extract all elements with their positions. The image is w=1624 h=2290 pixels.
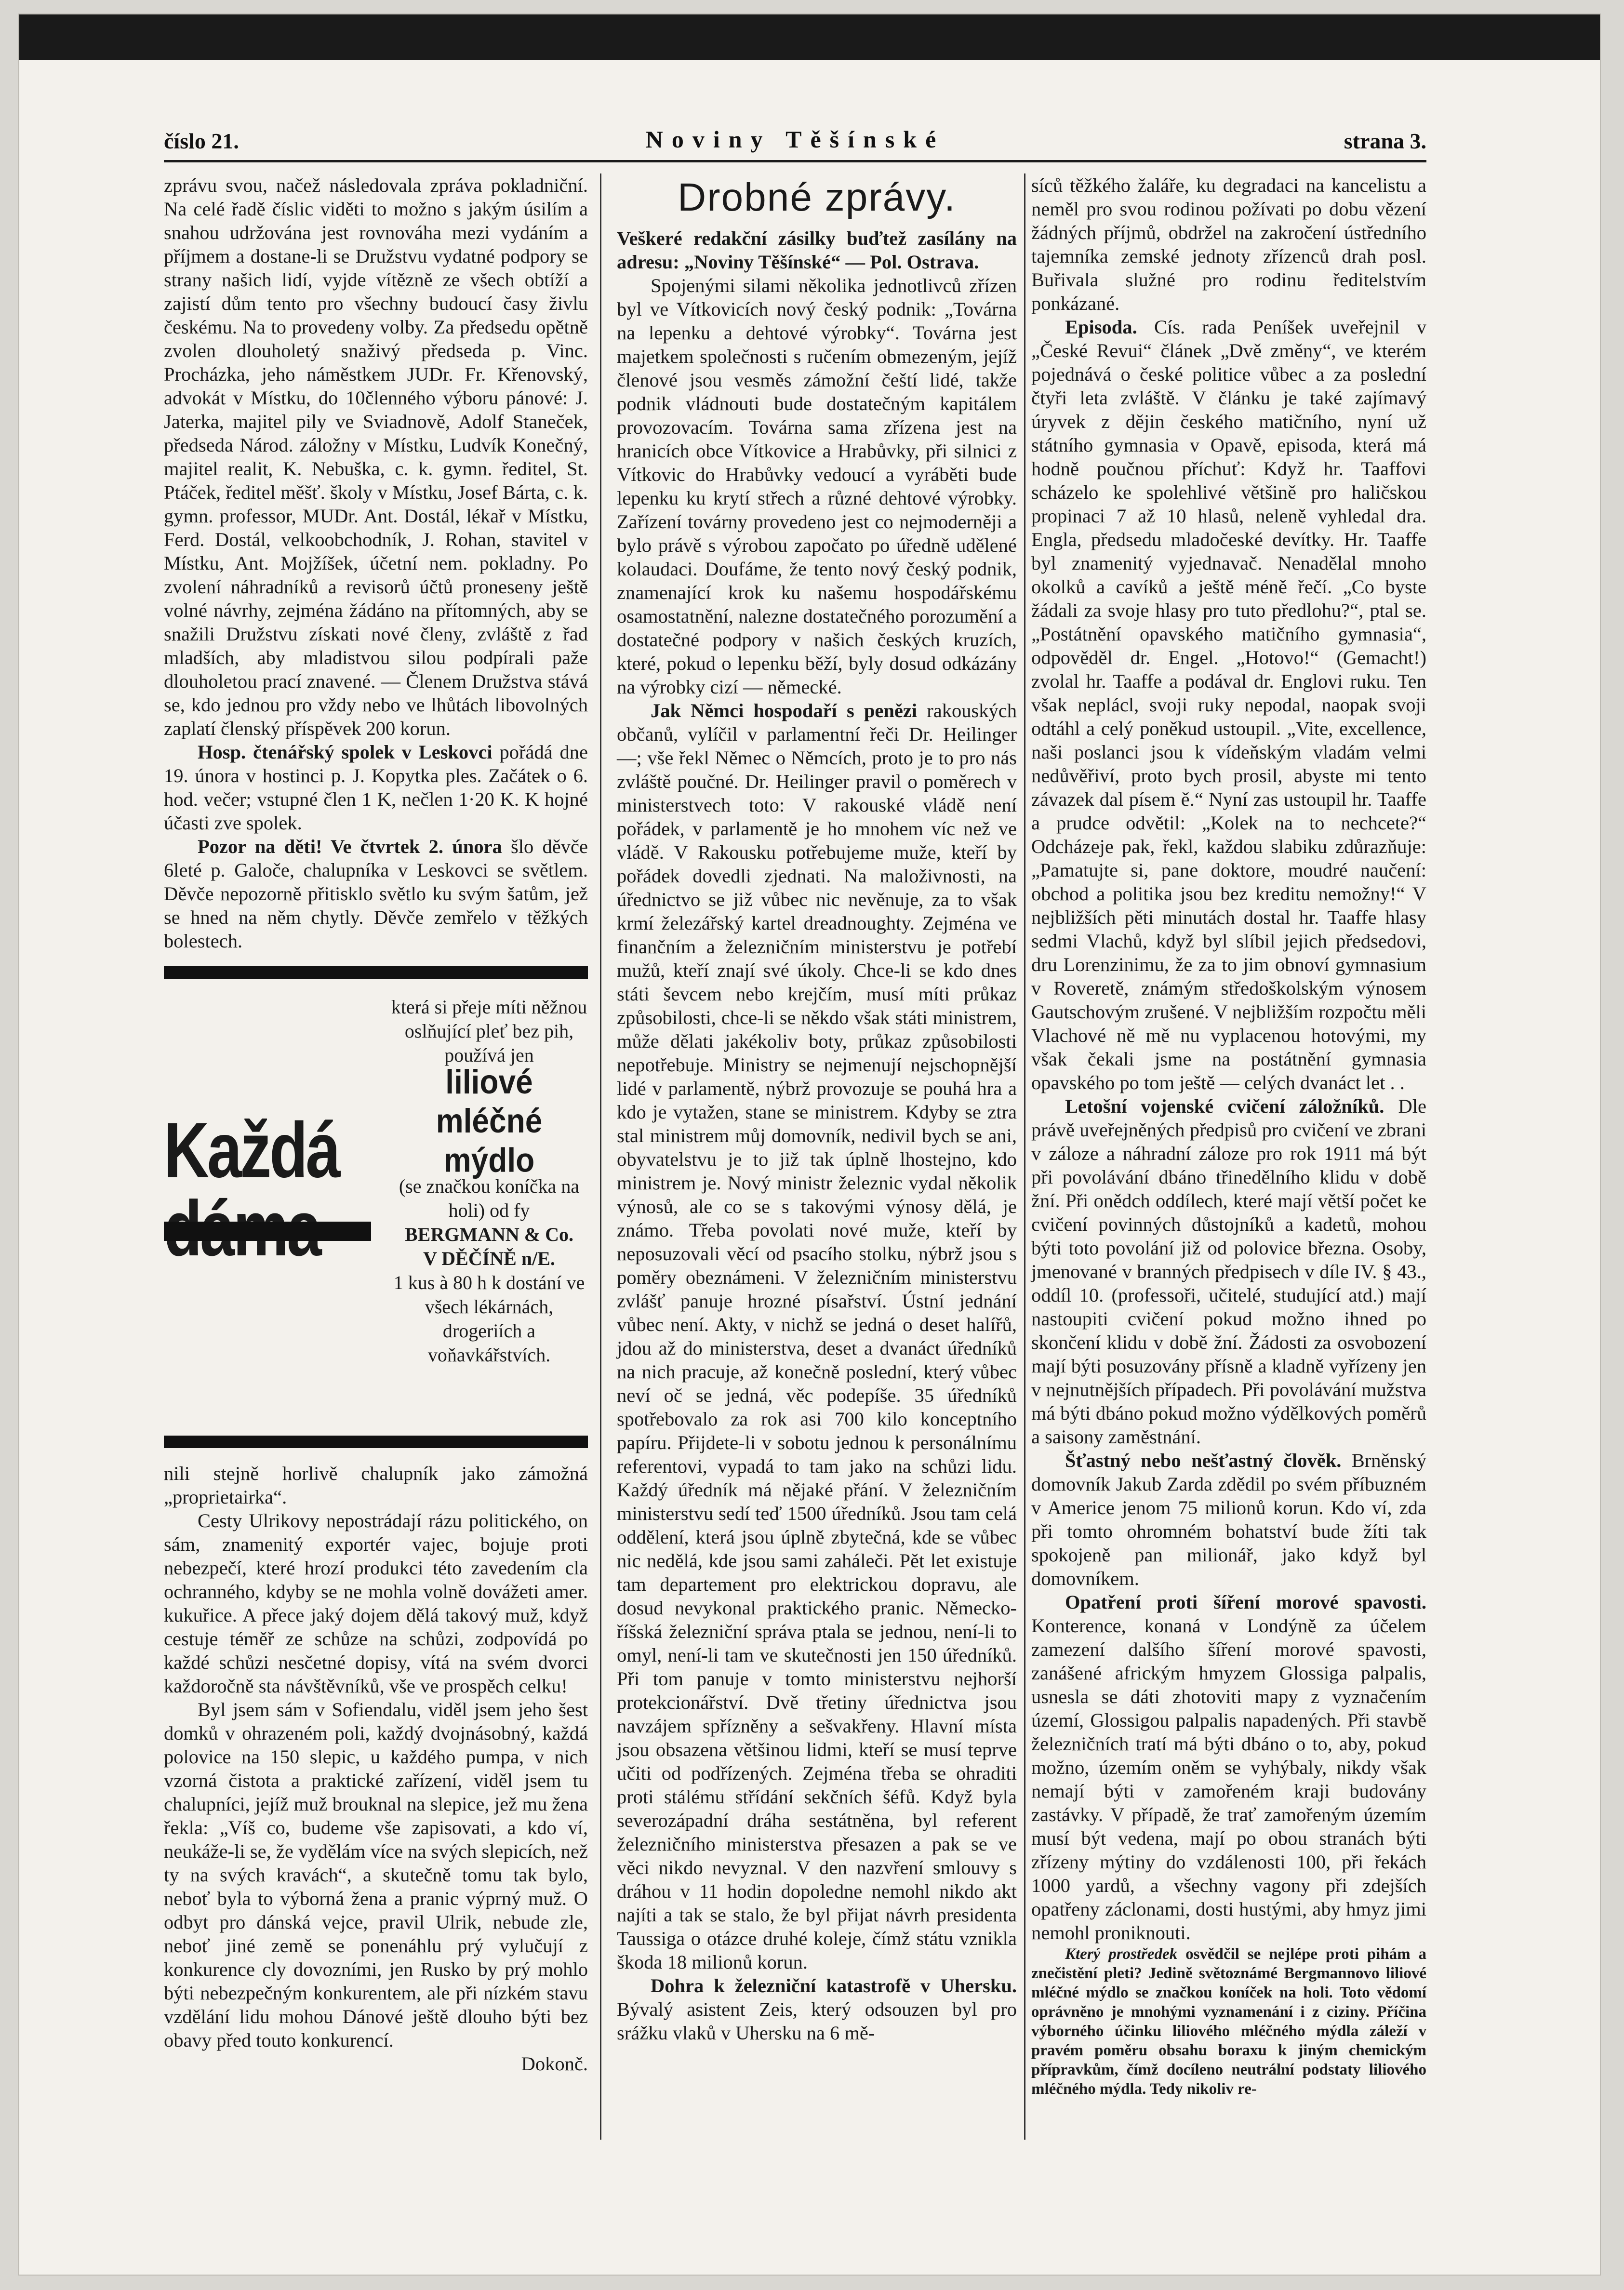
article-text: osvědčil se nejlépe proti pihám a znečistění pleti? Jedině světoznámé Bergmannovo liliové mléčné mýdlo se značkou koníček na holi. Toto vědomí oprávněno je mnohými vyznamenání i z ciziny. Příčina výborného účinku liliového mléčného mýdla záleží v pravém poměru obsahu boraxu k jiným chemickým přípravkům, čímž docíleno neutrální podstaty liliového mléčného mýdla. Tedy nikoliv re-	[1031, 1945, 1426, 2098]
article-paragraph	[1031, 1590, 1426, 1944]
editorial-notice: Veškeré redakční zásilky buďtež zasílány na adresu: „Noviny Těšínské“ — Pol. Ostrava.	[617, 227, 1017, 273]
article-paragraph	[617, 1974, 1017, 2045]
continuation-sign: Dokonč.	[521, 2053, 588, 2075]
article-heading: Opatření proti šíření morové spavosti.	[1065, 1591, 1426, 1613]
article-text: Dle právě uveřejněných předpisů pro cvičení ve zbrani v záloze a náhradní záloze pro rok 1911 má být při povolávání dbáno třinedělního klidu v době žní. Při onědch oddílech, které mají větší počet ke cvičení povinných důstojníků a kadetů, mohou býti toto povolání již od polovice března. Osoby, jmenované v branných předpisech v díle IV. § 43., oddíl 10. (professoři, učitelé, studující atd.) mají nastoupiti cvičení pokud možno ihned po skončení klidu v době žní. Žádosti za osvobození mají býti posuzovány přísně a kladně vyřízeny jen v nejnutnějších případech. Při povolávání mužstva má býti dbáno pokud možno výdělkových poměrů a saisony zaměstnání.	[1031, 1095, 1426, 1448]
ad-text	[390, 995, 588, 1367]
page-number: strana 3.	[1344, 129, 1426, 153]
article-paragraph: síců těžkého žaláře, ku degradaci na kancelistu a neměl pro svou rodinou požívati po dobu vězení žádných příjmů, obdržel na zakročení ústředního tajemníka zemské jednoty zřízenců drah posl. Buřivala služné pro rodinu ředitelstvím ponkázané.	[1031, 174, 1426, 314]
article-heading: Letošní vojenské cvičení záložníků.	[1065, 1095, 1384, 1117]
article-paragraph	[1031, 315, 1426, 1094]
advert-paragraph	[1031, 1944, 1426, 2099]
article-heading: Dohra k železniční katastrofě v Uhersku.	[651, 1975, 1017, 1997]
ad-line-2: (se značkou koníčka na holi) od fy	[399, 1175, 580, 1221]
article-paragraph: Spojenými silami několika jednotlivců zřízen byl ve Vítkovicích nový český podnik: „Továrna na lepenku a dehtové výrobky“. Továrna jest majetkem společnosti s ručením obmezeným, jejíž členové jsou vesměs zámožní čeští lidé, takže podnik vládnouti bude dostatečným kapitálem provozovacím. Továrna sama zřízena jest na hranicích obce Vítkovice a Hrabůvky, při silnici z Vítkovic do Hrabůvky vedoucí a vyráběti bude lepenku ku krytí střech a různé dehtové výrobky. Zařízení továrny provedeno jest co nejmoderněji a bylo právě s výrobou započato po úředně udělené kolaudaci. Doufáme, že tento nový český podnik, znamenající krok ku našemu hospodářskému osamostatnění, nalezne dostatečného porozumění a dostatečné podpory v našich českých kruzích, které, pokud o lepenku běží, byly dosud odkázány na výrobky cizí — německé.	[617, 275, 1017, 698]
article-paragraph	[1031, 1094, 1426, 1449]
ad-headline: Každá	[164, 1106, 339, 1194]
ad-city: V DĚČÍNĚ n/E.	[423, 1248, 555, 1269]
ad-product: liliové mléčné mýdlo	[436, 1063, 543, 1179]
article-paragraph	[617, 699, 1017, 1974]
newspaper-page	[19, 14, 1600, 2275]
issue-number: číslo 21.	[164, 129, 239, 153]
article-heading: Šťastný nebo nešťastný člověk.	[1065, 1450, 1342, 1471]
article-heading: Hosp. čtenářský spolek v Leskovci	[198, 741, 493, 763]
article-text: Brněnský domovník Jakub Zarda zdědil po svém příbuzném v Americe jenom 75 milionů korun. Kdo ví, zda při tomto ohromném bohatství bude žíti tak spokojeně pan milionář, jako když byl domovníkem.	[1031, 1450, 1426, 1589]
masthead: Noviny Těšínské	[645, 126, 945, 153]
ad-border-bottom	[164, 1436, 588, 1448]
column-divider-2	[1024, 173, 1025, 2140]
article-text: Cís. rada Peníšek uveřejnil v „České Revui“ článek „Dvě změny“, ve kterém pojednává o české politice vůbec a za poslední čtyři leta zvláště. V článku je také zajímavý úryvek z dějin českého matičního, nyní už státního gymnasia v Opavě, episoda, která má hodně poučnou příchuť: Když hr. Taaffovi scházelo ke spolehlivé většině pro haličskou propinaci 7 až 10 hlasů, neleně vyhledal dra. Engla, předsedu mladočeské devítky. Hr. Taaffe byl znamenitý vyjednavač. Nenadělal mnoho okolků a cavíků a ještě méně řečí. „Co byste žádali za svoje hlasy pro tuto předlohu?“, ptal se. „Postátnění opavského matičního gymnasia“, odpověděl dr. Engel. „Hotovo!“ (Gemacht!) zvolal hr. Taaffe a podával dr. Englovi ruku. Ten však neplácl, svoji ruky nepodal, naopak svoji odtáhl a celý poněkud ustoupil. „Vite, excellence, naši poslanci jsou k vídeňským vladám velmi nedůvěřiví, proto bych prosil, abyste mi tento závazek dal písem ě.“ Nyní zas ustoupil hr. Taaffe a prudce odvětil: „Kolek na to nechcete?“ Odcházeje pak, řekl, každou slabiku zdůrazňuje: „Pamatujte si, pane doktore, moudré naučení: obchod a politika jsou bez kreditu nemožny!“ V nejbližších pěti minutách dostal hr. Taaffe hlasy sedmi Vlachů, když byl slíbil jejich předsedovi, dru Lorenzinimu, že za to jim obnoví gymnasium v Roveretě, známým středoškolským výnosem Gautschovým zrušené. V nejbližším rozpočtu měli Vlachové ně mě nu vyplacenou hotovými, my však čekali jsme na postátnění gymnasia opavského po tom ještě — celých dvanáct let . .	[1031, 316, 1426, 1093]
article-paragraph	[1031, 1449, 1426, 1590]
article-heading: Episoda.	[1065, 316, 1137, 338]
article-heading: Pozor na děti! Ve čtvrtek 2. února	[198, 836, 502, 857]
article-heading: Jak Němci hospodaří s penězi	[651, 700, 918, 721]
ad-border-top	[164, 966, 588, 979]
ad-line-3: 1 kus à 80 h k dostání ve všech lékárnách, drogeriích a voňavkářstvích.	[393, 1272, 585, 1366]
column-divider-1	[600, 173, 601, 2140]
article-text: Bývalý asistent Zeis, který odsouzen byl pro srážku vlaků v Uhersku na 6 mě-	[617, 1998, 1017, 2044]
article-text: rakouských občanů, vylíčil v parlamentní řeči Dr. Heilinger —; vše řekl Němec o Němcích, proto je to pro nás zvláště poučné. Dr. Heilinger pravil o poměrech v ministerstvech toto: V rakouské vládě není pořádek, v parlamentě je ho mnohem víc než ve vládě. V Rakousku potřebujeme muže, kteří by pořádek dovedli zjednati. Na maloživnosti, na úřednictvo se již vůbec nic nevěnuje, za to však krmí železářský kartel dreadnoughty. Zejména ve finančním a železničním ministerstvu je potřebí mužů, kteří znají své úkoly. Chce-li se kdo dnes státi ševcem nebo krejčím, musí míti průkaz způsobilosti, chce-li se někdo však státi ministrem, může dělati jakékoliv boty, průkaz způsobilosti nepotřebuje. Ministry se nejmenují nejschopnější lidé v parlamentě, nýbrž provozuje se pouhá hra a kdo je vytažen, stane se ministrem. Kdyby se ztra stal ministrem můj domovník, nedivil bych se ani, obyvatelstvu je to již tak úplně lhostejno, kdo ministrem je. Nový ministr železnic vydal několik výnosů, ale co se s takovými výnosy dělá, je známo. Třeba povolati nové muže, kteří by neposuzovali věcí od psacího stolku, nýbrž jsou s poměry obeznámeni. V železničním ministerstvu zvlášť panuje hrozné písařství. Ústní jednání vůbec není. Akty, v nichž se jedná o deset halířů, jdou až do ministerstva, deset a dvanáct úředníků na nich pracuje, až konečně poslední, který vůbec neví oč se jedná, věc podepíše. 35 úředníků spotřebovalo za rok asi 700 kilo konceptního papíru. Přijdete-li v sobotu jednou k personálnímu referentovi, vypadá to tam jako na schůzi lidu. Každý úředník má nějaké přání. V železničním ministerstvu sedí teď 1500 úředníků. Jsou tam celá oddělení, která jsou úplně zbytečná, kde se vůbec nic nedělá, kde jsou sami zaháleči. Pět let existuje tam departement pro elektrickou dopravu, ale dosud nevykonal praktického pranic. Německo-říšská železniční správa ptala se jednou, není-li to omyl, není-li tam ve skutečnosti jen 150 úředníků. Při tom panuje v tomto ministerstvu nejhorší protekcionářství. Dvě třetiny úřednictva jsou navzájem spřízněny a sešvakřeny. Hlavní místa jsou obsazena většinou lidmi, kteří se musí teprve učiti od podřízených. Zejména třeba se ohraditi proti stálému střídání sekčních šéfů. Když byla severozápadní dráha sestátněna, byl referent železničního ministerstva přesazen a pak se ve věci nikdo nevyznal. V den nazvření smlouvy s dráhou v 11 hodin dopoledne nemohl nikdo akt najíti a tak se stalo, že byl přijat návrh presidenta Taussiga o otázce druhé koleje, čímž státu vznikla škoda 18 milionů korun.	[617, 700, 1017, 1973]
ad-line-1: která si přeje míti něžnou oslňující pleť bez pih, používá jen	[391, 996, 587, 1066]
scan-top-border	[19, 14, 1600, 60]
article-text: pořádá dne 19. února v hostinci p. J. Kopytka ples. Začátek o 6. hod. večer; vstupné člen 1 K, nečlen 1·20 K. K hojné účasti zve spolek.	[164, 741, 588, 834]
page-header	[164, 120, 1426, 163]
header-rule	[164, 160, 1426, 162]
column-3	[1031, 173, 1426, 2099]
article-paragraph	[164, 740, 588, 835]
article-paragraph: Cesty Ulrikovy nepostrádají rázu politického, on sám, znamenitý exportér vajec, bojuje proti nebezpečí, které hrozí produkci této zavedením cla ochranného, kdyby se ne mohla volně dovážeti amer. kukuřice. A přece jaký dojem dělá takový muž, když cestuje téměř ze schůze na schůzi, zodpovídá po každé schůzi nesčetné dopisy, vítá na svém dvorci každoročně sta návštěvníků, vše ve prospěch celku!	[164, 1510, 588, 1697]
ad-headline-bar	[164, 1222, 371, 1241]
article-text: šlo děvče 6leté p. Galoče, chalupníka v Leskovci se světlem. Děvče nepozorně přitisklo světlo ku svým šatům, jež se hned na něm chytly. Děvče zemřelo v těžkých bolestech.	[164, 836, 588, 952]
article-paragraph: Byl jsem sám v Sofiendalu, viděl jsem jeho šest domků v ohrazeném poli, každý dvojnásobný, každá polovice na 150 slepic, u každého pumpa, v nich vzorná čistota a praktické zařízení, viděl jsem tu chalupníci, jejíž muž brouknal na slepice, jež mu žena řekla: „Víš co, budeme vše zapisovati, a kdo ví, neukáže-li se, že vydělám více na svých slepicích, než ty na svých kravách“, a skutečně tomu tak bylo, neboť byla to výborná žena a pranic výprný muž. O odbyt pro dánská vejce, pravil Ulrik, nebude zle, neboť jiné země se ponenáhlu prý vylučují z konkurence cly dovozními, jen Rusko by prý mohlo býti nebezpečným konkurentem, ale při nízkém stavu vzdělání lidu mohou Dánové ještě dlouho býti bez obavy před touto konkurencí.	[164, 1699, 588, 2051]
article-heading: Který prostředek	[1065, 1945, 1178, 1963]
soap-advertisement	[164, 966, 588, 1448]
article-paragraph	[164, 835, 588, 953]
ad-firm: BERGMANN & Co.	[405, 1224, 573, 1245]
article-paragraph: zprávu svou, načež následovala zpráva pokladniční. Na celé řadě číslic viděti to možno s jakým úsilím a snahou udržována jest rovnováha mezi vydáním a příjmem a dostane-li se Družstvu vydatné podpory se strany našich lidí, vyjde vítězně ze všech obtíží a zajistí dům tento pro všechny budoucí časy živlu českému. Na to provedeny volby. Za předsedu opětně zvolen dlouholetý snaživý předseda p. Vinc. Procházka, jeho náměstkem JUDr. Fr. Křenovský, advokát v Místku, do 10členného výboru pánové: J. Jaterka, majitel pily ve Sviadnově, Adolf Staneček, předseda Národ. záložny v Místku, Ludvík Konečný, majitel realit, K. Nebuška, c. k. gymn. ředitel, St. Ptáček, ředitel měšť. školy v Místku, Josef Bárta, c. k. gymn. professor, MUDr. Ant. Dostál, lékař v Místku, Ferd. Dostál, velkoobchodník, J. Rohan, stavitel v Místku, Ant. Mojžíšek, účetní nem. pokladny. Po zvolení náhradníků a revisorů účtů proneseny ještě volné návrhy, zejména žádáno na přítomných, aby se snažili Družstvu získati nové členy, zvláště z řad mladších, aby mladistvou silou podpírali paže dlouholetou prací znavené. — Členem Družstva stává se, kdo jednou pro vždy nebo ve lhůtách libovolných zaplatí členský příspěvek 200 korun.	[164, 174, 588, 739]
section-title: Drobné zprávy.	[678, 175, 956, 219]
article-text: Konterence, konaná v Londýně za účelem zamezení dalšího šíření morové spavosti, zanášené africkým hmyzem Glossiga palpalis, usnesla se dáti zhotoviti mapy z vyznačením území, Glossigou palpalis napadených. Při stavbě železničních tratí má býti dbáno o to, aby, pokud možno, územím oněm se vyhýbaly, nikdy však nemají býti v zamořeném kraji budovány zastávky. V případě, že trať zamořeným územím musí být vedena, mají po obou stranách býti zřízeny mýtiny do vzdálenosti 100, při řekách 1000 yardů, a všechny vagony při zdejších opatřeny záclonami, dosti hustými, aby hmyz jimi nemohl proniknouti.	[1031, 1615, 1426, 1944]
column-1	[164, 173, 588, 2076]
article-paragraph: nili stejně horlivě chalupník jako zámožná „proprietairka“.	[164, 1463, 588, 1508]
column-2	[617, 173, 1017, 2045]
